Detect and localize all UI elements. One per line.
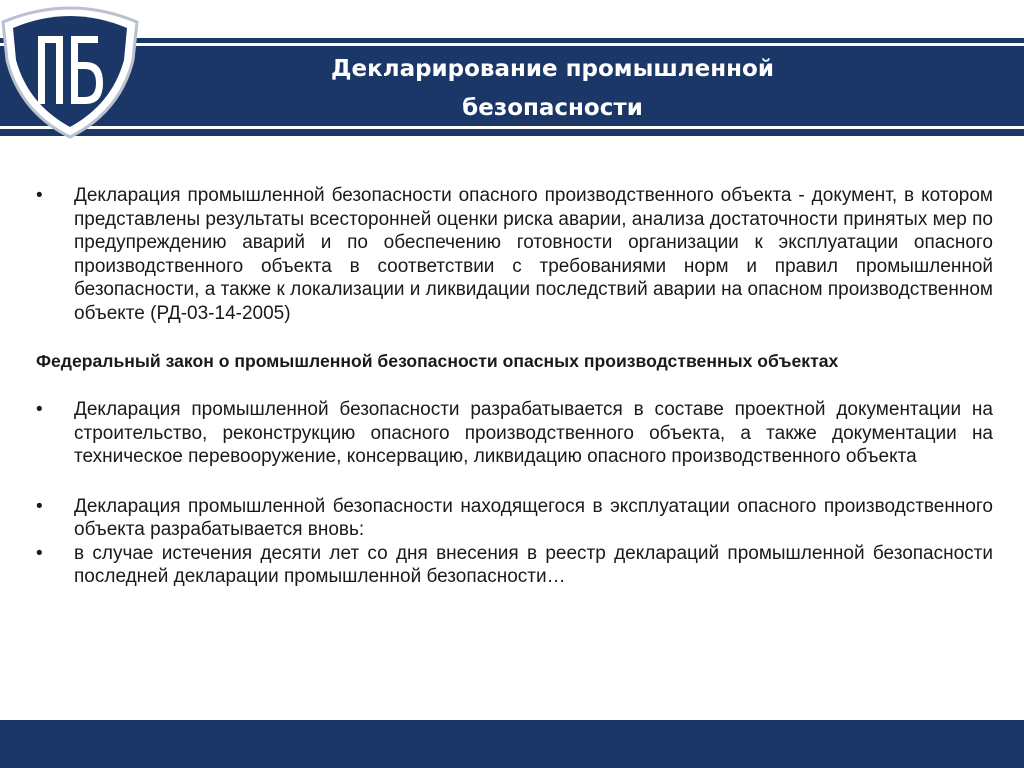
bullet: • (36, 185, 43, 206)
list-item-text: Декларация промышленной безопасности находящегося в эксплуатации опасного производственного объекта разрабатывается вновь: (74, 495, 993, 540)
list-item-text: Декларация промышленной безопасности разрабатывается в составе проектной документации на строительство, реконструкцию опасного производственного объекта, а также документации на техническое перевооружение, консервацию, ликвидацию опасного производственного объекта (74, 399, 993, 467)
bullet: • (36, 495, 43, 517)
page-title (250, 50, 855, 128)
page-title-line-2: безопасности (462, 95, 643, 121)
list-item (36, 542, 993, 589)
pb-shield-logo-icon (0, 0, 140, 140)
list-item-text: в случае истечения десяти лет со дня внесения в реестр деклараций промышленной безопасности последней декларации промышленной безопасности… (74, 542, 993, 587)
main-content (36, 184, 993, 589)
definition-text: Декларация промышленной безопасности опасного производственного объекта - документ, в котором представлены результаты всесторонней оценки риска аварии, анализа достаточности принятых мер по предупреждению аварий и по обеспечению готовности организации к эксплуатации опасного производственного объекта в соответствии с требованиями норм и правил промышленной безопасности, а также к локализации и ликвидации последствий аварии на опасном производственном объекте (РД-03-14-2005) (74, 185, 993, 324)
page-title-line-1: Декларирование промышленной (331, 56, 774, 82)
bullet: • (36, 542, 43, 564)
list-item (36, 398, 993, 469)
list-item (36, 495, 993, 542)
definition-item (36, 184, 993, 325)
law-heading: Федеральный закон о промышленной безопасности опасных производственных объектах (36, 351, 839, 371)
header-stripe-top (0, 43, 1024, 46)
footer-band (0, 720, 1024, 768)
bullet: • (36, 399, 43, 420)
